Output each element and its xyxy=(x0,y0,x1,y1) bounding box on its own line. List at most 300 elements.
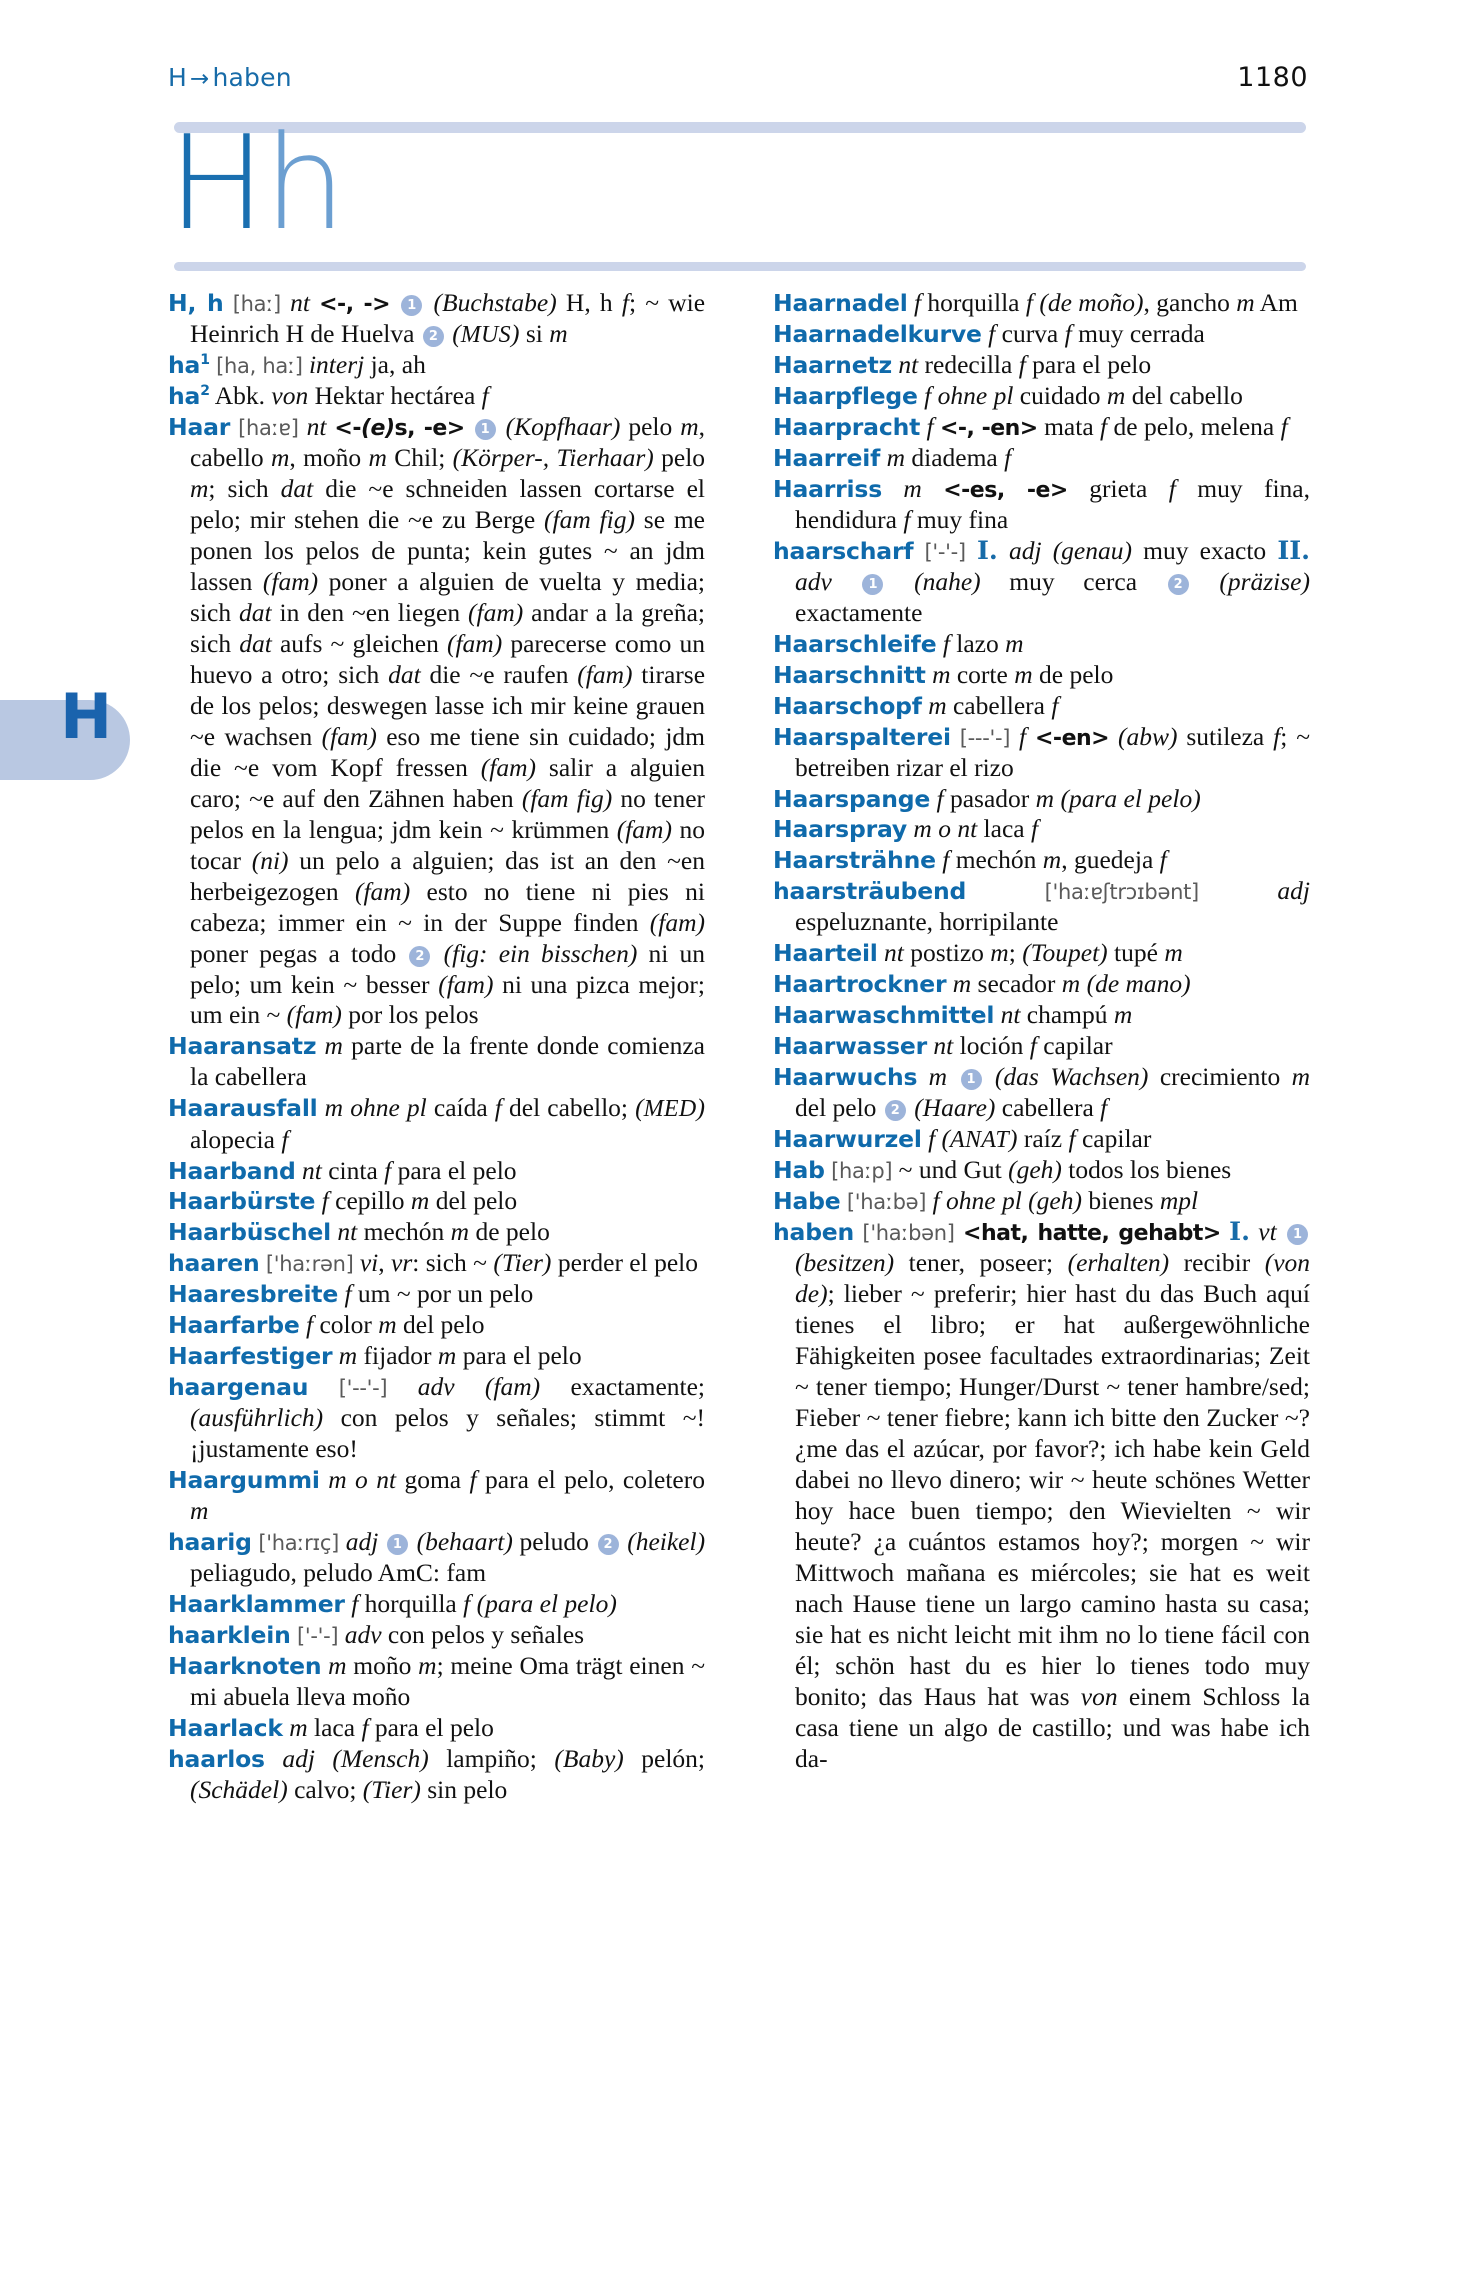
dictionary-entry xyxy=(168,1620,705,1651)
grammar: f xyxy=(913,288,922,317)
grammar: f xyxy=(926,411,934,441)
gloss: (Tier) xyxy=(362,1774,421,1804)
pronunciation: ['haːbə] xyxy=(846,1190,927,1215)
headword: Haarsträhne xyxy=(773,846,936,875)
gloss: (para el pelo) xyxy=(476,1589,617,1619)
gloss: (fam) xyxy=(286,1000,342,1030)
gloss: (ausführlich) xyxy=(190,1403,324,1433)
entry-body: f horquilla f (de moño), gancho m Am xyxy=(913,288,1298,317)
grammar: m xyxy=(270,443,290,473)
headword: haarsträubend xyxy=(773,877,967,906)
grammar: f xyxy=(494,1093,502,1123)
gloss: (geh) xyxy=(1028,1186,1082,1216)
inflection: <-(e)s, -e> xyxy=(334,416,465,442)
grammar: f xyxy=(351,1589,359,1619)
sense-number: 2 xyxy=(598,1534,619,1555)
headword: Haarriss xyxy=(773,474,882,503)
grammar: ohne xyxy=(350,1093,400,1123)
headword: Haarteil xyxy=(773,939,878,968)
grammar: f xyxy=(344,1279,352,1309)
subject-label: MUS xyxy=(460,321,511,348)
grammar: f xyxy=(1004,442,1012,472)
dictionary-entry xyxy=(168,1341,705,1372)
dictionary-entry xyxy=(168,1031,705,1093)
dictionary-entry xyxy=(168,412,705,1031)
grammar: m xyxy=(289,1712,308,1742)
headword: Haar xyxy=(168,413,231,442)
entry-body: I. adj (genau) muy exacto II. adv 1 (nahe) muy cerca 2 (präzise) exactamente xyxy=(795,535,1311,627)
headword: Haaransatz xyxy=(168,1032,317,1061)
headword: $ha^2$ xyxy=(168,382,210,411)
entry-body: f ohne pl cuidado m del cabello xyxy=(924,380,1243,410)
grammar: f xyxy=(384,1155,392,1185)
grammar: dat xyxy=(388,659,421,689)
subject-label: ANAT xyxy=(950,1127,1010,1154)
entry-body: ~ und Gut (geh) todos los bienes xyxy=(898,1155,1232,1185)
grammar: m xyxy=(368,443,387,473)
inflection: <-es, -e> xyxy=(943,477,1068,503)
pronunciation: ['-'-] xyxy=(297,1624,339,1649)
grammar: nt xyxy=(957,814,978,844)
headword: haargenau xyxy=(168,1373,309,1402)
dictionary-entry xyxy=(168,1713,705,1744)
gloss: (von de) xyxy=(795,1248,1311,1309)
entry-body: nt mechón m de pelo xyxy=(337,1217,550,1247)
grammar: nt xyxy=(1000,1000,1021,1030)
headword: Haarband xyxy=(168,1156,296,1185)
dictionary-entry xyxy=(773,474,1310,536)
entry-body: vi, vr: sich ~ (Tier) perder el pelo xyxy=(359,1248,698,1278)
entry-body: m cabellera f xyxy=(928,690,1059,720)
grammar: m xyxy=(680,412,699,442)
dictionary-entry xyxy=(773,350,1310,381)
inflection: <hat, hatte, gehabt> xyxy=(963,1221,1221,1247)
gloss: (Schädel) xyxy=(190,1774,288,1804)
entry-body: f ohne pl (geh) bienes mpl xyxy=(932,1186,1199,1216)
grammar: adj xyxy=(282,1743,315,1773)
gloss: (heikel) xyxy=(627,1527,706,1557)
pronunciation: [haːp] xyxy=(831,1159,893,1184)
grammar: m xyxy=(1014,659,1033,689)
gloss: (fam fig) xyxy=(521,783,613,813)
dictionary-entry xyxy=(773,1031,1310,1062)
entry-body: f horquilla f (para el pelo) xyxy=(351,1589,617,1619)
gloss: (fam) xyxy=(262,566,319,596)
headword: Haartrockner xyxy=(773,970,947,999)
entry-body: adj espeluznante, horripilante xyxy=(795,876,1310,937)
headword: Hab xyxy=(773,1156,825,1185)
entry-body: Abk. von Hektar hectárea f xyxy=(214,381,489,411)
guide-word-first: H xyxy=(168,63,187,92)
grammar: adj xyxy=(345,1527,379,1557)
grammar: f xyxy=(1029,1031,1037,1061)
pronunciation: ['--'-] xyxy=(338,1376,388,1401)
entry-body: nt <-, -> 1 (Buchstabe) H, h f; ~ wie Heinrich H de Huelva 2 (MUS) si m xyxy=(190,288,706,348)
dictionary-entry xyxy=(168,350,705,381)
sense-roman: II. xyxy=(1277,535,1311,566)
grammar: o xyxy=(938,814,951,844)
entry-body: f mechón m, guedeja f xyxy=(942,845,1167,875)
headword: Haarreif xyxy=(773,443,881,472)
entry-body: f um ~ por un pelo xyxy=(344,1279,534,1309)
headword-superscript: 1 xyxy=(200,352,210,369)
dictionary-entry xyxy=(168,381,705,412)
grammar: m xyxy=(1035,783,1055,813)
entry-body: <hat, hatte, gehabt> I. vt 1 (besitzen) tener, poseer; (erhalten) recibir (von de); lieber ~ preferir; hier hast du das Buch aquí tienes el libro; er hat außergewöhnliche Fähigkeiten posee facultades extraordinarias; Zeit ~ tener tiempo; Hunger/Durst ~ tener hambre/sed; Fieber ~ tener fiebre; kann ich bitte den Zucker ~? ¿me das el azúcar, por favor?; ich habe kein Geld dabei no llevo dinero; wir ~ heute schönes Wetter hoy hace buen tiempo; den Wievielten ~ wir heute? ¿a cuántos estamos hoy?; morgen ~ wir Mittwoch mañana es miércoles; sie hat es weit nach Hause tiene un largo camino hasta su casa; sie hat es nicht leicht mit ihm no lo tiene fácil con él; schön hast du es hier lo tienes todo muy bonito; das Haus hat was von einem Schloss la casa tiene un algo de castillo; und was habe ich da- xyxy=(795,1217,1311,1773)
gloss: (besitzen) xyxy=(795,1248,895,1278)
gloss: (fam) xyxy=(438,969,494,999)
text-columns xyxy=(168,288,1310,1806)
gloss: (abw) xyxy=(1117,721,1178,751)
gloss: (Baby) xyxy=(554,1743,624,1773)
headword: haben xyxy=(773,1218,855,1247)
gloss: (de mano) xyxy=(1086,969,1191,999)
grammar: m xyxy=(418,1651,437,1680)
dictionary-entry xyxy=(773,1062,1310,1124)
gloss: (fam) xyxy=(577,659,633,689)
grammar: m xyxy=(328,1465,347,1495)
grammar: f xyxy=(942,845,950,875)
headword: Haarklammer xyxy=(168,1590,345,1619)
grammar: m xyxy=(410,1186,430,1216)
grammar: m xyxy=(324,1093,344,1123)
subject-label: MED xyxy=(643,1096,697,1123)
inflection: <-, -en> xyxy=(939,415,1038,441)
letter-heading-lowercase: h xyxy=(263,107,345,259)
grammar: adj xyxy=(1008,535,1042,565)
entry-body: adv con pelos y señales xyxy=(344,1620,585,1650)
grammar: m xyxy=(450,1217,470,1247)
grammar: vr xyxy=(391,1248,413,1278)
grammar: m xyxy=(932,659,951,689)
dictionary-entry xyxy=(168,1651,705,1713)
headword: Haarschnitt xyxy=(773,660,926,689)
dictionary-entry xyxy=(773,691,1310,722)
dictionary-entry xyxy=(773,412,1310,443)
grammar: ohne xyxy=(937,380,988,410)
sense-number: 1 xyxy=(961,1069,982,1090)
entry-body: f (ANAT) raíz f capilar xyxy=(928,1124,1152,1154)
grammar: f xyxy=(361,1712,369,1742)
dictionary-entry xyxy=(773,845,1310,876)
headword: Haarfestiger xyxy=(168,1342,333,1371)
headword: Haarspray xyxy=(773,815,908,844)
page-number: 1180 xyxy=(1237,62,1308,93)
grammar: m xyxy=(990,938,1009,968)
entry-body: nt redecilla f para el pelo xyxy=(898,349,1152,379)
dictionary-entry xyxy=(168,1372,705,1465)
entry-body: m ohne pl caída f del cabello; (MED) alopecia f xyxy=(190,1093,705,1154)
gloss: (fam) xyxy=(649,907,705,937)
grammar: m xyxy=(1042,845,1062,875)
grammar: m xyxy=(338,1341,358,1371)
grammar: f xyxy=(305,1310,314,1340)
headword: Haarausfall xyxy=(168,1094,318,1123)
grammar: f xyxy=(924,380,932,410)
gloss: (fam) xyxy=(321,721,377,751)
headword: haarig xyxy=(168,1528,252,1557)
headword: Haarfarbe xyxy=(168,1311,300,1340)
entry-body: m laca f para el pelo xyxy=(289,1712,494,1742)
grammar: f xyxy=(1273,721,1281,751)
dictionary-entry xyxy=(773,381,1310,412)
sense-number: 2 xyxy=(885,1100,906,1121)
entry-body: f <-, -en> mata f de pelo, melena f xyxy=(926,411,1288,441)
entry-body: nt postizo m; (Toupet) tupé m xyxy=(884,938,1183,968)
headword-superscript: 2 xyxy=(200,383,210,400)
grammar: f xyxy=(988,318,996,348)
sense-number: 1 xyxy=(1287,1224,1308,1245)
pronunciation: ['haːrɪç] xyxy=(258,1531,340,1556)
gloss: (geh) xyxy=(1008,1155,1062,1185)
grammar: m xyxy=(928,690,947,720)
pronunciation: ['-'-] xyxy=(924,539,966,564)
grammar: f xyxy=(1280,411,1288,441)
running-head xyxy=(168,62,1308,93)
gloss: (MUS) xyxy=(452,318,520,348)
grammar: f xyxy=(481,381,489,411)
gloss: (Toupet) xyxy=(1022,938,1108,968)
entry-body: m <-es, -e> grieta f muy fina, hendidura f muy fina xyxy=(795,473,1310,534)
grammar: dat xyxy=(239,628,272,658)
pronunciation: ['haːɐʃtrɔɪbənt] xyxy=(1044,880,1199,905)
gloss: (behaart) xyxy=(416,1527,513,1557)
grammar: ohne xyxy=(945,1186,996,1216)
dictionary-entry xyxy=(773,1217,1310,1774)
dictionary-entry xyxy=(773,876,1310,938)
pronunciation: [---'-] xyxy=(959,725,1011,750)
gloss: (fam) xyxy=(468,597,524,627)
grammar: m xyxy=(1113,1000,1133,1030)
gloss: (fam) xyxy=(354,876,411,906)
headword: Haarwuchs xyxy=(773,1063,918,1092)
entry-body: f lazo m xyxy=(942,628,1024,658)
entry-body: nt champú m xyxy=(1000,1000,1133,1030)
dictionary-entry xyxy=(773,784,1310,815)
headword: Haarnadelkurve xyxy=(773,319,982,348)
grammar: nt xyxy=(933,1031,954,1061)
gloss: (fam) xyxy=(446,628,503,658)
grammar: f xyxy=(928,1124,936,1154)
grammar: dat xyxy=(280,474,314,503)
sense-number: 1 xyxy=(387,1534,408,1555)
grammar: nt xyxy=(306,412,327,442)
gloss: (fam) xyxy=(616,814,672,844)
entry-body: m moño m; meine Oma trägt einen ~ mi abuela lleva moño xyxy=(190,1651,705,1711)
grammar: f xyxy=(1019,721,1027,751)
grammar: m xyxy=(1106,380,1126,410)
dictionary-entry xyxy=(773,1186,1310,1217)
gloss: (ni) xyxy=(251,845,289,875)
grammar: f xyxy=(1030,814,1039,844)
grammar: adv xyxy=(344,1620,382,1650)
entry-body: interj ja, ah xyxy=(308,350,426,380)
inflection: <-, -> xyxy=(319,292,391,317)
entry-body: f curva f muy cerrada xyxy=(988,318,1205,348)
dictionary-entry xyxy=(773,1155,1310,1186)
dictionary-entry xyxy=(168,1527,705,1589)
letter-heading-rule xyxy=(174,262,1306,271)
entry-body: f cepillo m del pelo xyxy=(321,1186,518,1216)
sense-roman: I. xyxy=(1229,1217,1250,1248)
headword: Haaresbreite xyxy=(168,1280,339,1309)
grammar: m xyxy=(324,1031,343,1061)
grammar: m xyxy=(913,814,932,844)
grammar: f xyxy=(903,504,911,534)
guide-words xyxy=(168,63,292,92)
gloss: (Haare) xyxy=(914,1093,996,1123)
grammar: nt xyxy=(898,349,919,379)
dictionary-entry xyxy=(773,536,1310,629)
headword: Haarknoten xyxy=(168,1652,322,1680)
grammar: vi xyxy=(359,1248,379,1278)
grammar: nt xyxy=(376,1465,397,1495)
grammar: m xyxy=(903,473,922,503)
entry-body: m parte de la frente donde comienza la cabellera xyxy=(190,1031,706,1092)
gloss: (präzise) xyxy=(1219,566,1310,596)
gloss: (MED) xyxy=(635,1093,705,1123)
entry-body: adv (fam) exactamente; (ausführlich) con pelos y señales; stimmt ~! ¡justamente eso! xyxy=(190,1372,706,1464)
gloss: (fam fig) xyxy=(544,504,635,534)
dictionary-entry xyxy=(168,1156,705,1187)
gloss: (fam) xyxy=(484,1372,541,1402)
grammar: pl xyxy=(406,1093,427,1123)
headword: Haarwaschmittel xyxy=(773,1001,995,1030)
grammar: m xyxy=(190,1496,209,1526)
gloss: (Mensch) xyxy=(332,1743,429,1773)
entry-body: nt loción f capilar xyxy=(933,1031,1113,1061)
grammar: nt xyxy=(290,288,310,317)
headword: Haarlack xyxy=(168,1713,283,1742)
sense-number: 1 xyxy=(475,419,496,440)
headword: Haarschopf xyxy=(773,691,922,720)
dictionary-entry xyxy=(773,660,1310,691)
dictionary-entry xyxy=(773,629,1310,660)
column-left xyxy=(168,288,705,1806)
sense-number: 1 xyxy=(862,574,883,595)
grammar: m xyxy=(549,318,568,348)
grammar: m xyxy=(1291,1062,1311,1092)
headword: Haarpracht xyxy=(773,412,921,441)
column-right xyxy=(773,288,1310,1806)
grammar: von xyxy=(1080,1681,1118,1711)
dictionary-entry xyxy=(773,1124,1310,1155)
grammar: f xyxy=(1100,411,1108,441)
entry-body: adj (Mensch) lampiño; (Baby) pelón; (Schädel) calvo; (Tier) sin pelo xyxy=(190,1743,705,1804)
headword: Haarbüschel xyxy=(168,1218,331,1247)
grammar: f xyxy=(1064,318,1072,348)
sense-number: 1 xyxy=(401,295,422,316)
headword: Haarspalterei xyxy=(773,722,951,751)
grammar: m xyxy=(328,1651,347,1680)
thumb-index-tab[interactable] xyxy=(0,680,130,780)
headword: haarklein xyxy=(168,1621,291,1650)
entry-body: adj 1 (behaart) peludo 2 (heikel) peliagudo, peludo AmC: fam xyxy=(190,1527,706,1588)
gloss: (erhalten) xyxy=(1067,1248,1170,1278)
grammar: f xyxy=(1100,1093,1108,1123)
grammar: m xyxy=(437,1341,457,1371)
grammar: m xyxy=(1005,628,1024,658)
grammar: m xyxy=(886,442,905,472)
headword: Haarspange xyxy=(773,784,931,813)
grammar: adv xyxy=(795,566,832,596)
grammar: f xyxy=(469,1465,477,1495)
headword: Haarwasser xyxy=(773,1032,928,1061)
grammar: f xyxy=(321,1186,329,1216)
sense-number: 2 xyxy=(1168,574,1189,595)
inflection: <-en> xyxy=(1035,725,1110,751)
gloss: (nahe) xyxy=(914,566,981,596)
pronunciation: ['haːrən] xyxy=(265,1252,354,1277)
gloss: (Tier) xyxy=(493,1248,552,1278)
pronunciation: [haːɐ] xyxy=(238,416,299,441)
entry-body: m fijador m para el pelo xyxy=(338,1341,582,1371)
headword: Haarpflege xyxy=(773,381,918,410)
headword: Haarbürste xyxy=(168,1187,316,1216)
dictionary-entry xyxy=(773,319,1310,350)
headword: haarlos xyxy=(168,1744,265,1773)
gloss: (das Wachsen) xyxy=(994,1062,1149,1092)
gloss: (e) xyxy=(360,416,395,442)
grammar: f xyxy=(1168,473,1176,503)
entry-body: m diadema f xyxy=(886,442,1012,472)
grammar: nt xyxy=(301,1155,322,1185)
entry-body: nt cinta f para el pelo xyxy=(301,1155,517,1185)
dictionary-entry xyxy=(773,938,1310,969)
entry-body: f color m del pelo xyxy=(305,1310,485,1340)
gloss: (Buchstabe) xyxy=(433,288,557,317)
grammar: f xyxy=(463,1589,471,1619)
entry-body: f <-en> (abw) sutileza f; ~ betreiben rizar el rizo xyxy=(795,721,1311,782)
dictionary-entry xyxy=(168,1744,705,1806)
grammar: m xyxy=(928,1062,948,1092)
gloss: (fig: ein bisschen) xyxy=(443,938,638,968)
grammar: m xyxy=(190,474,209,503)
grammar: adj xyxy=(1277,876,1310,906)
entry-body: nt <-(e)s, -e> 1 (Kopfhaar) pelo m, cabello m, moño m Chil; (Körper-, Tierhaar) pelo m; sich dat die ~e schneiden lassen cortarse el pelo; mir stehen die ~e zu Berge (fam fig) se me ponen los pelos de punta; kein gutes ~ an jdm lassen (fam) poner a alguien de vuelta y media; sich dat in den ~en liegen (fam) andar a la greña; sich dat aufs ~ gleichen (fam) parecerse como un huevo a otro; sich dat die ~e raufen (fam) tirarse de los pelos; deswegen lasse ich mir keine grauen ~e wachsen (fam) eso me tiene sin cuidado; jdm die ~e vom Kopf fressen (fam) salir a alguien caro; ~e auf den Zähnen haben (fam fig) no tener pelos en la lengua; jdm kein ~ krümmen (fam) no tocar (ni) un pelo a alguien; das ist an den ~en herbeigezogen (fam) esto no tiene ni pies ni cabeza; immer ein ~ in der Suppe finden (fam) poner pegas a todo 2 (fig: ein bisschen) ni un pelo; um kein ~ besser (fam) ni una pizca mejor; um ein ~ (fam) por los pelos xyxy=(190,412,706,1030)
thumb-index-letter: H xyxy=(60,680,112,753)
headword: Haargummi xyxy=(168,1466,320,1495)
sense-number: 2 xyxy=(409,946,430,967)
dictionary-entry xyxy=(168,1248,705,1279)
gloss: (para el pelo) xyxy=(1060,783,1201,813)
grammar: m xyxy=(1164,938,1183,968)
dictionary-entry xyxy=(773,443,1310,474)
dictionary-entry xyxy=(168,1589,705,1620)
pronunciation: [ha, haː] xyxy=(216,354,303,379)
gloss: (genau) xyxy=(1052,535,1132,565)
grammar: vt xyxy=(1258,1217,1277,1247)
grammar: m xyxy=(1236,288,1255,317)
headword: Habe xyxy=(773,1187,841,1216)
grammar: von xyxy=(271,381,309,411)
headword: haarscharf xyxy=(773,536,914,565)
dictionary-entry xyxy=(773,1000,1310,1031)
headword: Haarwurzel xyxy=(773,1125,922,1154)
headword: haaren xyxy=(168,1249,260,1278)
guide-word-last: haben xyxy=(212,63,292,92)
grammar: f xyxy=(1018,349,1026,379)
dictionary-entry xyxy=(168,1093,705,1155)
grammar: m xyxy=(1061,969,1081,999)
dictionary-entry xyxy=(773,288,1310,319)
headword: Haarnadel xyxy=(773,289,908,317)
grammar: mpl xyxy=(1159,1186,1199,1216)
headword: Haarnetz xyxy=(773,350,892,379)
gloss: (Kopfhaar) xyxy=(505,412,621,442)
dictionary-entry xyxy=(773,814,1310,845)
gloss: (Körper-, Tierhaar) xyxy=(452,443,654,473)
